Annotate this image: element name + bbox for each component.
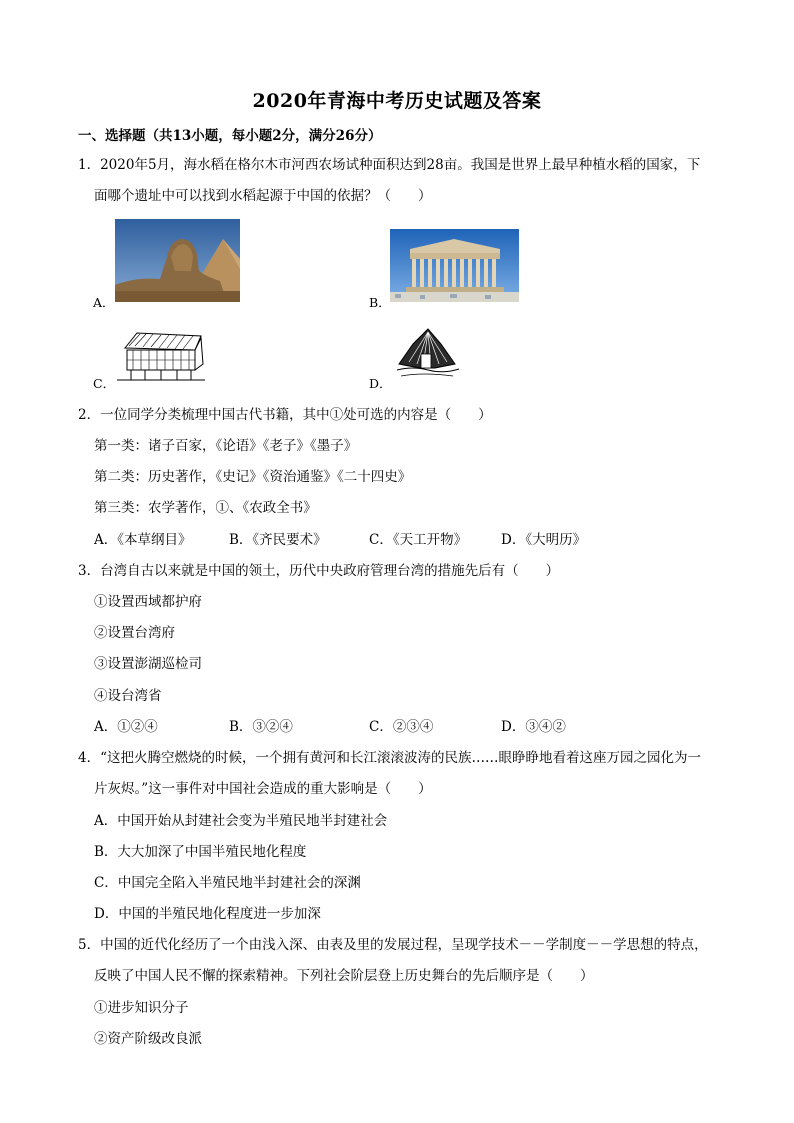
q3-item-1: ①设置西域都护府 [94,594,202,610]
q2-option-b: B．《齐民要术》 [229,532,327,548]
q1-stem-line-1: 1．2020年5月，海水稻在格尔木市河西农场试种面积达到28亩。我国是世界上最早种植水稻的国家，下 [78,157,701,173]
q3-option-d: D．③④② [501,719,566,735]
q3-option-a: A．①②④ [94,719,158,735]
q3-item-4: ④设台湾省 [94,688,162,704]
q4-option-a: A．中国开始从封建社会变为半殖民地半封建社会 [94,813,388,829]
q2-option-c: C．《天工开物》 [369,532,468,548]
q4-option-c: C．中国完全陷入半殖民地半封建社会的深渊 [94,875,361,891]
q4-option-d: D．中国的半殖民地化程度进一步加深 [94,906,321,922]
q3-option-b: B．③②④ [229,719,293,735]
q3-item-3: ③设置澎湖巡检司 [94,656,202,672]
q1-option-c: C． [93,376,116,391]
q1-option-a: A． [93,295,115,310]
q2-option-a: A．《本草纲目》 [94,532,192,548]
q1-stem-line-2: 面哪个遗址中可以找到水稻起源于中国的依据？（ ） [94,188,432,204]
q4-stem-line-1: 4．“这把火腾空燃烧的时候，一个拥有黄河和长江滚滚波涛的民族……眼睁睁地看着这座万园之园化为一 [78,750,701,766]
section-heading: 一、选择题（共13小题，每小题2分，满分26分） [78,128,382,144]
q4-stem-line-2: 片灰烬。”这一事件对中国社会造成的重大影响是（ ） [94,781,432,797]
q2-line-2: 第一类：诸子百家，《论语》《老子》《墨子》 [94,438,358,454]
q1-option-d: D． [369,376,392,391]
q2-stem: 2．一位同学分类梳理中国古代书籍，其中①处可选的内容是（ ） [78,407,492,423]
q1-option-b: B． [369,295,391,310]
parthenon-photo [390,229,519,302]
q2-line-3: 第二类：历史著作，《史记》《资治通鉴》《二十四史》 [94,469,412,485]
thatched-hut-sketch [393,326,463,382]
q2-line-4: 第三类：农学著作，①、《农政全书》 [94,500,317,516]
q3-option-c: C．②③④ [369,719,434,735]
q5-item-1: ①进步知识分子 [94,1000,189,1016]
q4-option-b: B．大大加深了中国半殖民地化程度 [94,844,307,860]
page-title: 2020年青海中考历史试题及答案 [252,90,542,112]
stilt-house-sketch [115,330,207,382]
q5-stem-line-1: 5．中国的近代化经历了一个由浅入深、由表及里的发展过程，呈现学技术－－学制度－－学思想的特点， [78,937,708,953]
q3-stem: 3．台湾自古以来就是中国的领土，历代中央政府管理台湾的措施先后有（ ） [78,563,560,579]
q2-option-d: D．《大明历》 [501,532,587,548]
q5-stem-line-2: 反映了中国人民不懈的探索精神。下列社会阶层登上历史舞台的先后顺序是（ ） [94,968,594,984]
q3-item-2: ②设置台湾府 [94,625,175,641]
q5-item-2: ②资产阶级改良派 [94,1031,202,1047]
sphinx-photo [115,219,240,302]
